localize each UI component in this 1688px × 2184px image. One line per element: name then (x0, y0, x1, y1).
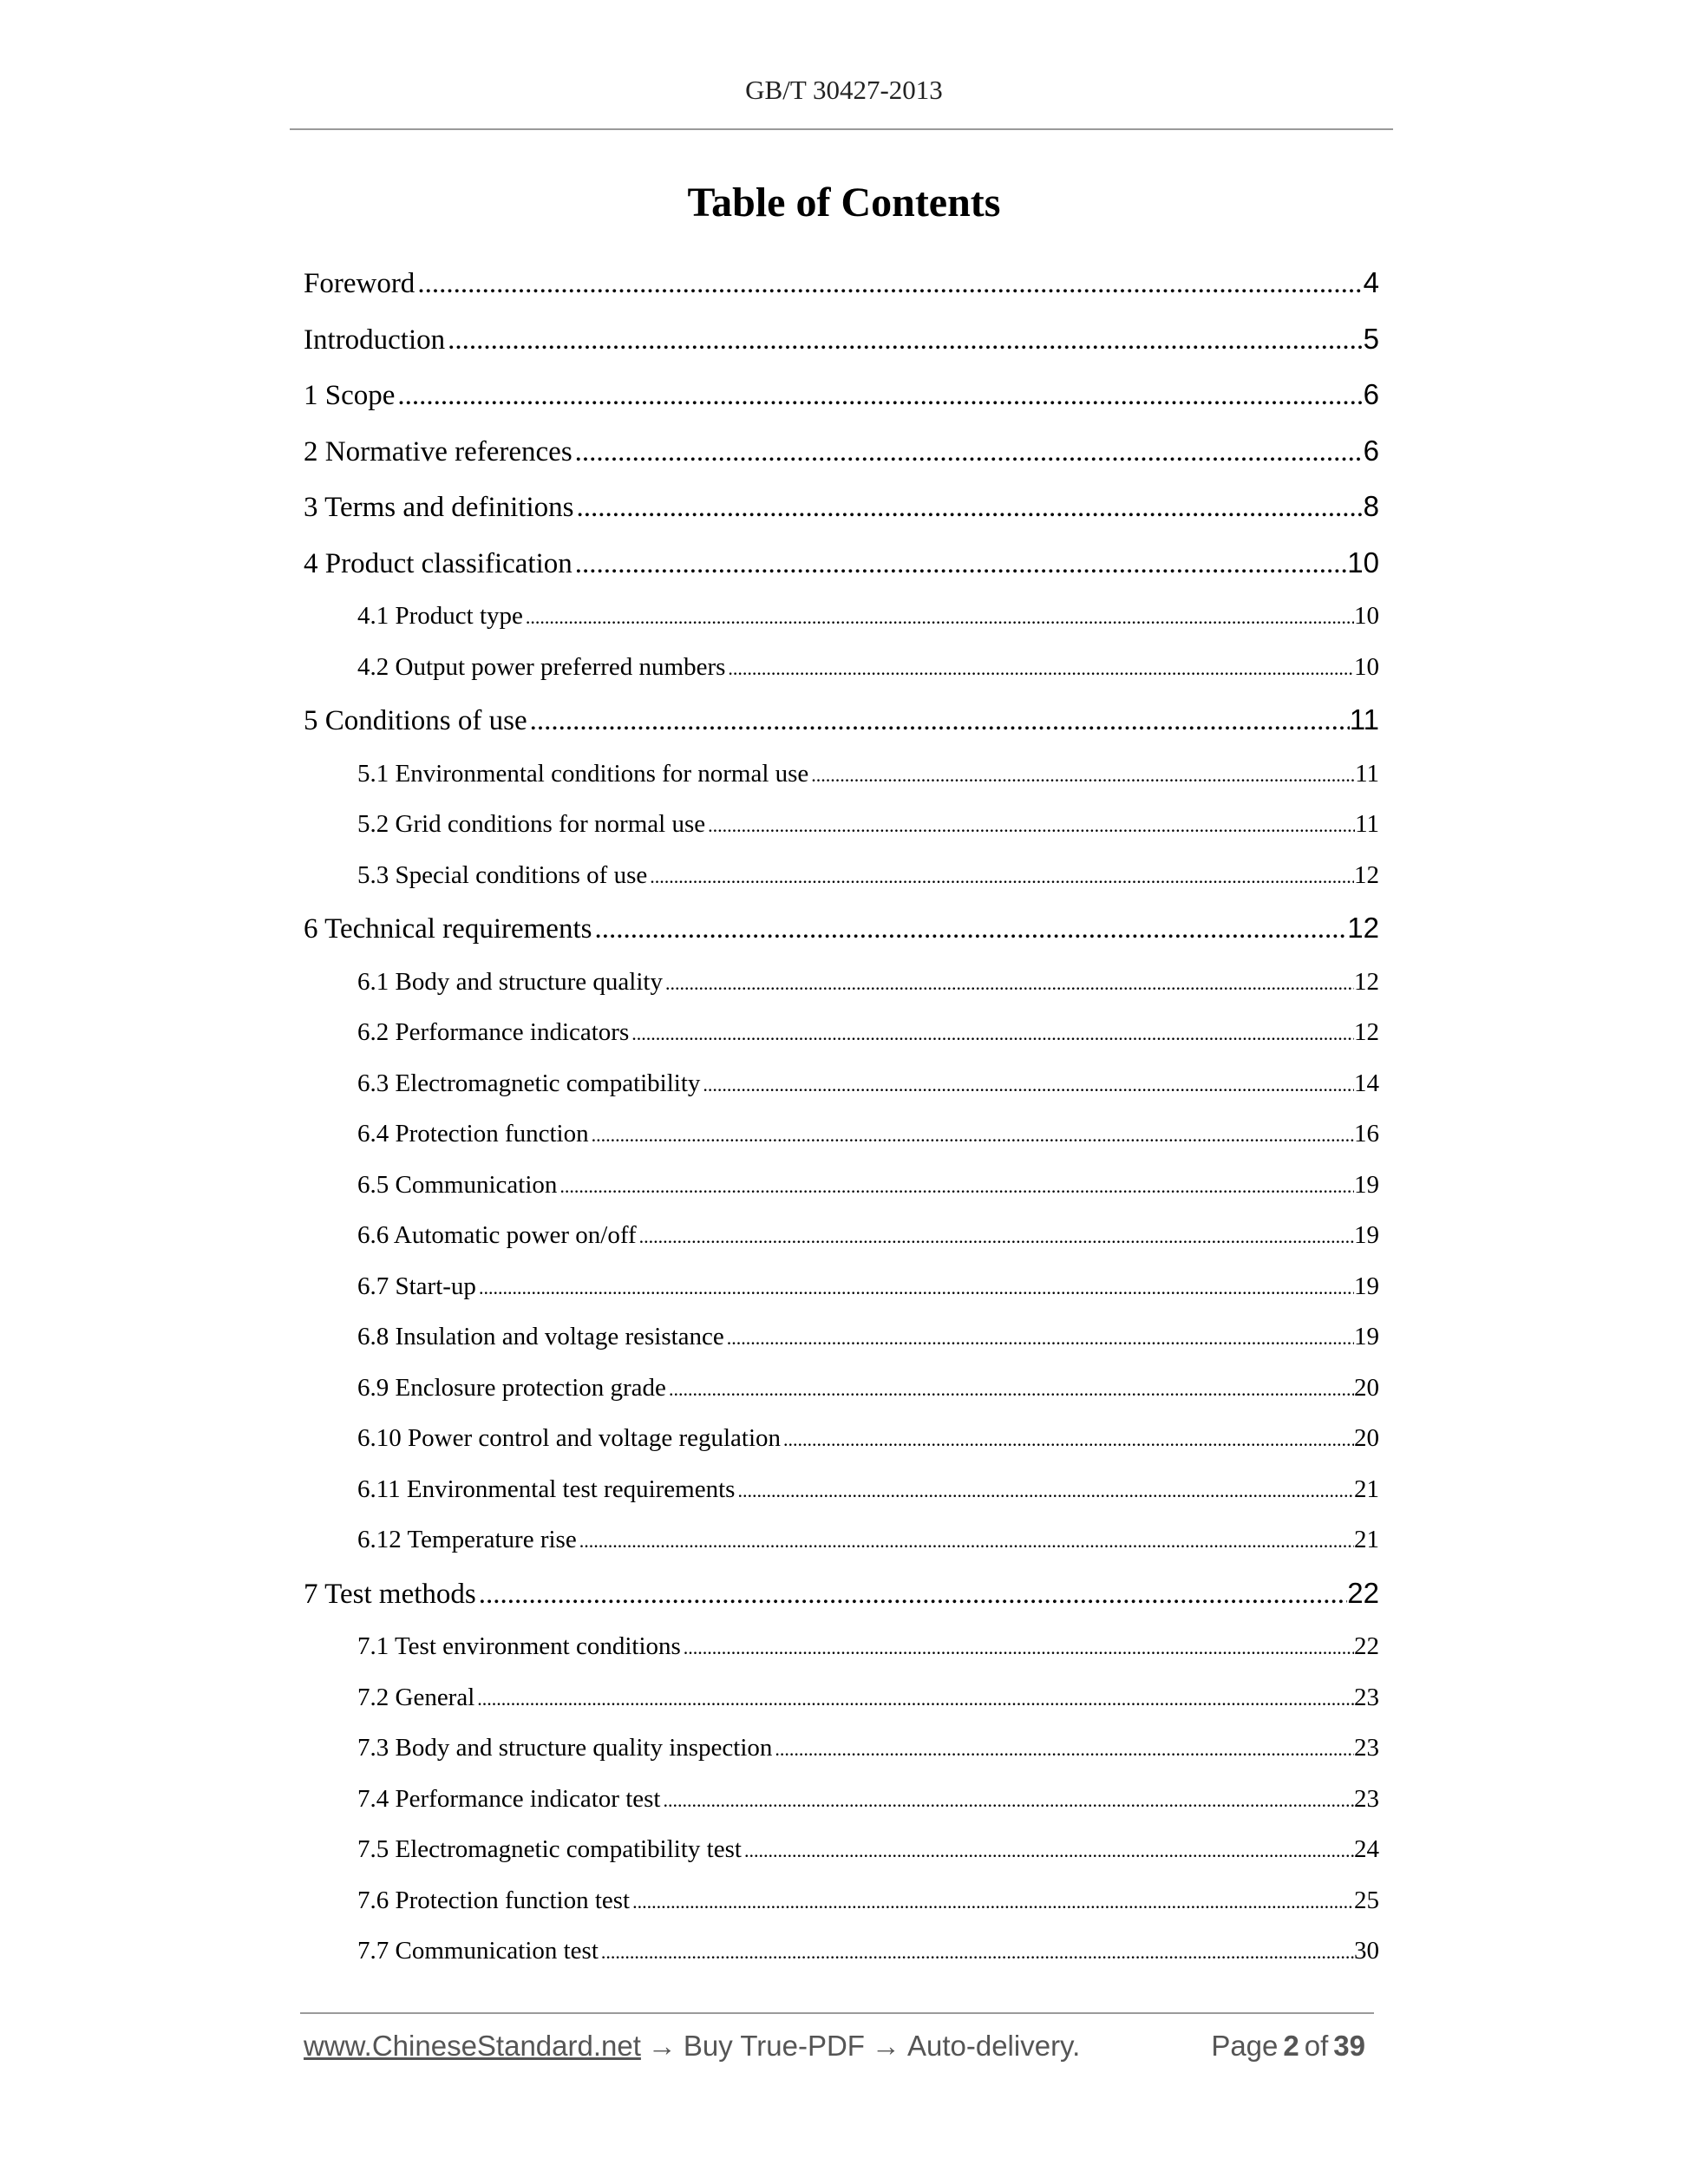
toc-entry-subsection[interactable] (304, 1311, 1379, 1363)
toc-entry-label: 6.3 Electromagnetic compatibility (357, 1069, 701, 1097)
arrow-icon: → (647, 2030, 677, 2062)
toc-entry-label: 4.2 Output power preferred numbers (357, 652, 726, 681)
toc-entry-page-number: 12 (1347, 912, 1379, 944)
toc-entry-section[interactable] (304, 367, 1379, 423)
toc-title: Table of Contents (687, 180, 1001, 226)
toc-entry-page-number: 24 (1354, 1835, 1379, 1863)
toc-entry-section[interactable] (304, 1566, 1379, 1622)
dot-leader (666, 1364, 1354, 1414)
toc-entry-page-number: 6 (1363, 378, 1379, 410)
dot-leader (735, 1466, 1354, 1515)
toc-entry-page-number: 21 (1354, 1475, 1379, 1503)
total-page-count: 39 (1333, 2030, 1365, 2062)
header-divider (290, 128, 1393, 130)
dot-leader (700, 1060, 1354, 1109)
toc-entry-section[interactable] (304, 255, 1379, 311)
page-footer (304, 2030, 1371, 2068)
toc-entry-page-number: 5 (1363, 322, 1379, 355)
dot-leader (808, 750, 1355, 800)
toc-entry-page-number: 11 (1355, 759, 1379, 788)
toc-entry-label: 7.4 Performance indicator test (357, 1784, 661, 1813)
toc-entry-page-number: 16 (1354, 1120, 1379, 1148)
toc-entry-label: 3 Terms and definitions (304, 492, 574, 523)
toc-entry-page-number: 10 (1354, 602, 1379, 630)
dot-leader (724, 1313, 1354, 1363)
toc-entry-subsection[interactable] (304, 1058, 1379, 1109)
toc-entry-page-number: 14 (1354, 1069, 1379, 1097)
dot-leader (557, 1161, 1354, 1211)
toc-entry-page-number: 12 (1354, 1018, 1379, 1046)
toc-entry-label: 6.11 Environmental test requirements (357, 1475, 736, 1503)
toc-entry-label: 4.1 Product type (357, 602, 523, 630)
toc-entry-label: 5.1 Environmental conditions for normal use (357, 759, 809, 788)
toc-entry-label: Introduction (304, 324, 446, 356)
toc-entry-page-number: 23 (1354, 1683, 1379, 1711)
page-indicator (1211, 2030, 1371, 2063)
toc-entry-section[interactable] (304, 479, 1379, 535)
toc-entry-label: 5 Conditions of use (304, 705, 527, 736)
toc-entry-label: 6.2 Performance indicators (357, 1018, 630, 1046)
toc-entry-subsection[interactable] (304, 1007, 1379, 1058)
toc-entry-label: 6.1 Body and structure quality (357, 967, 663, 996)
dot-leader (781, 1415, 1354, 1464)
toc-entry-label: 6.10 Power control and voltage regulation (357, 1424, 782, 1452)
toc-entry-subsection[interactable] (304, 1621, 1379, 1672)
dot-leader (705, 801, 1355, 850)
dot-leader (589, 1110, 1354, 1160)
toc-entry-subsection[interactable] (304, 1363, 1379, 1414)
dot-leader (630, 1877, 1354, 1926)
dot-leader (629, 1009, 1354, 1058)
toc-entry-page-number: 21 (1354, 1526, 1379, 1553)
toc-entry-subsection[interactable] (304, 1160, 1379, 1211)
toc-entry-subsection[interactable] (304, 850, 1379, 901)
dot-leader (647, 852, 1354, 901)
toc-entry-section[interactable] (304, 692, 1379, 749)
dot-leader (572, 424, 1364, 480)
toc-entry-section[interactable] (304, 423, 1379, 480)
toc-entry-page-number: 12 (1354, 967, 1379, 996)
dot-leader (476, 1263, 1354, 1312)
toc-entry-page-number: 23 (1354, 1784, 1379, 1813)
dot-leader (573, 480, 1363, 535)
toc-entry-subsection[interactable] (304, 1108, 1379, 1160)
toc-entry-label: 4 Product classification (304, 547, 572, 579)
toc-entry-page-number: 22 (1354, 1632, 1379, 1660)
toc-entry-page-number: 6 (1363, 434, 1379, 467)
dot-leader (772, 1724, 1354, 1774)
toc-entry-label: 6.4 Protection function (357, 1120, 589, 1148)
toc-entry-label: 1 Scope (304, 380, 396, 411)
toc-entry-section[interactable] (304, 535, 1379, 592)
toc-entry-page-number: 19 (1354, 1170, 1379, 1199)
toc-entry-subsection[interactable] (304, 749, 1379, 800)
toc-entry-section[interactable] (304, 900, 1379, 957)
toc-entry-page-number: 30 (1354, 1937, 1379, 1965)
toc-entry-subsection[interactable] (304, 1774, 1379, 1825)
document-code-header: GB/T 30427-2013 (745, 75, 943, 105)
toc-entry-subsection[interactable] (304, 1824, 1379, 1875)
toc-entry-subsection[interactable] (304, 957, 1379, 1008)
dot-leader (572, 536, 1348, 592)
toc-entry-label: 6.7 Start-up (357, 1272, 476, 1300)
toc-entry-label: 7.2 General (357, 1683, 475, 1711)
toc-entry-page-number: 11 (1355, 810, 1379, 838)
toc-entry-label: 7.6 Protection function test (357, 1886, 631, 1914)
toc-entry-page-number: 10 (1354, 652, 1379, 681)
auto-delivery-text: Auto-delivery. (906, 2030, 1081, 2062)
toc-list (304, 255, 1379, 1977)
toc-entry-page-number: 11 (1349, 703, 1379, 736)
dot-leader (592, 901, 1347, 957)
toc-entry-label: 6.5 Communication (357, 1170, 558, 1199)
toc-entry-page-number: 22 (1347, 1576, 1379, 1609)
toc-entry-page-number: 20 (1354, 1373, 1379, 1402)
toc-entry-subsection[interactable] (304, 1514, 1379, 1566)
toc-entry-subsection[interactable] (304, 1723, 1379, 1774)
dot-leader (445, 312, 1364, 368)
toc-entry-label: 7 Test methods (304, 1578, 476, 1610)
dot-leader (742, 1826, 1354, 1875)
dot-leader (599, 1927, 1354, 1977)
toc-entry-label: 6 Technical requirements (304, 913, 592, 945)
toc-entry-label: 7.7 Communication test (357, 1937, 599, 1965)
toc-entry-page-number: 19 (1354, 1323, 1379, 1350)
toc-entry-page-number: 20 (1354, 1424, 1379, 1452)
dot-leader (415, 256, 1363, 311)
current-page-number: 2 (1283, 2030, 1299, 2062)
of-word: of (1304, 2030, 1329, 2062)
toc-entry-page-number: 19 (1354, 1221, 1379, 1249)
toc-entry-label: 7.1 Test environment conditions (357, 1632, 681, 1660)
toc-entry-subsection[interactable] (304, 1672, 1379, 1723)
buy-pdf-link[interactable]: Buy True-PDF (683, 2030, 865, 2062)
dot-leader (527, 693, 1350, 749)
toc-entry-subsection[interactable] (304, 591, 1379, 642)
dot-leader (476, 1566, 1348, 1622)
dot-leader (681, 1623, 1354, 1672)
toc-entry-page-number: 12 (1354, 860, 1379, 889)
page-word: Page (1211, 2030, 1279, 2062)
arrow-icon: → (871, 2030, 900, 2062)
dot-leader (395, 368, 1363, 423)
toc-entry-subsection[interactable] (304, 1413, 1379, 1464)
toc-entry-page-number: 19 (1354, 1272, 1379, 1300)
footer-divider (300, 2012, 1374, 2014)
toc-entry-subsection[interactable] (304, 1210, 1379, 1261)
toc-entry-label: 6.8 Insulation and voltage resistance (357, 1323, 724, 1350)
toc-entry-subsection[interactable] (304, 1464, 1379, 1515)
toc-entry-page-number: 23 (1354, 1734, 1379, 1762)
toc-entry-label: 6.9 Enclosure protection grade (357, 1373, 666, 1402)
toc-entry-subsection[interactable] (304, 799, 1379, 850)
toc-entry-page-number: 8 (1363, 490, 1379, 522)
toc-entry-subsection[interactable] (304, 1875, 1379, 1926)
dot-leader (663, 958, 1354, 1008)
toc-entry-subsection[interactable] (304, 1926, 1379, 1977)
toc-entry-label: 7.3 Body and structure quality inspection (357, 1734, 773, 1762)
dot-leader (637, 1212, 1354, 1261)
dot-leader (523, 592, 1354, 642)
dot-leader (577, 1516, 1354, 1566)
toc-entry-page-number: 4 (1363, 266, 1379, 298)
toc-entry-label: 5.2 Grid conditions for normal use (357, 810, 706, 838)
toc-entry-label: 6.12 Temperature rise (357, 1526, 577, 1553)
toc-entry-label: 6.6 Automatic power on/off (357, 1221, 637, 1249)
dot-leader (725, 644, 1354, 693)
toc-entry-subsection[interactable] (304, 1261, 1379, 1312)
toc-entry-label: 5.3 Special conditions of use (357, 860, 648, 889)
toc-entry-page-number: 25 (1354, 1886, 1379, 1914)
toc-entry-section[interactable] (304, 311, 1379, 368)
dot-leader (474, 1674, 1354, 1723)
site-link[interactable]: www.ChineseStandard.net (304, 2030, 641, 2062)
toc-entry-page-number: 10 (1347, 546, 1379, 579)
dot-leader (661, 1775, 1355, 1825)
toc-entry-label: 7.5 Electromagnetic compatibility test (357, 1835, 742, 1863)
toc-entry-subsection[interactable] (304, 642, 1379, 693)
toc-entry-label: Foreword (304, 268, 415, 299)
toc-entry-label: 2 Normative references (304, 435, 572, 468)
